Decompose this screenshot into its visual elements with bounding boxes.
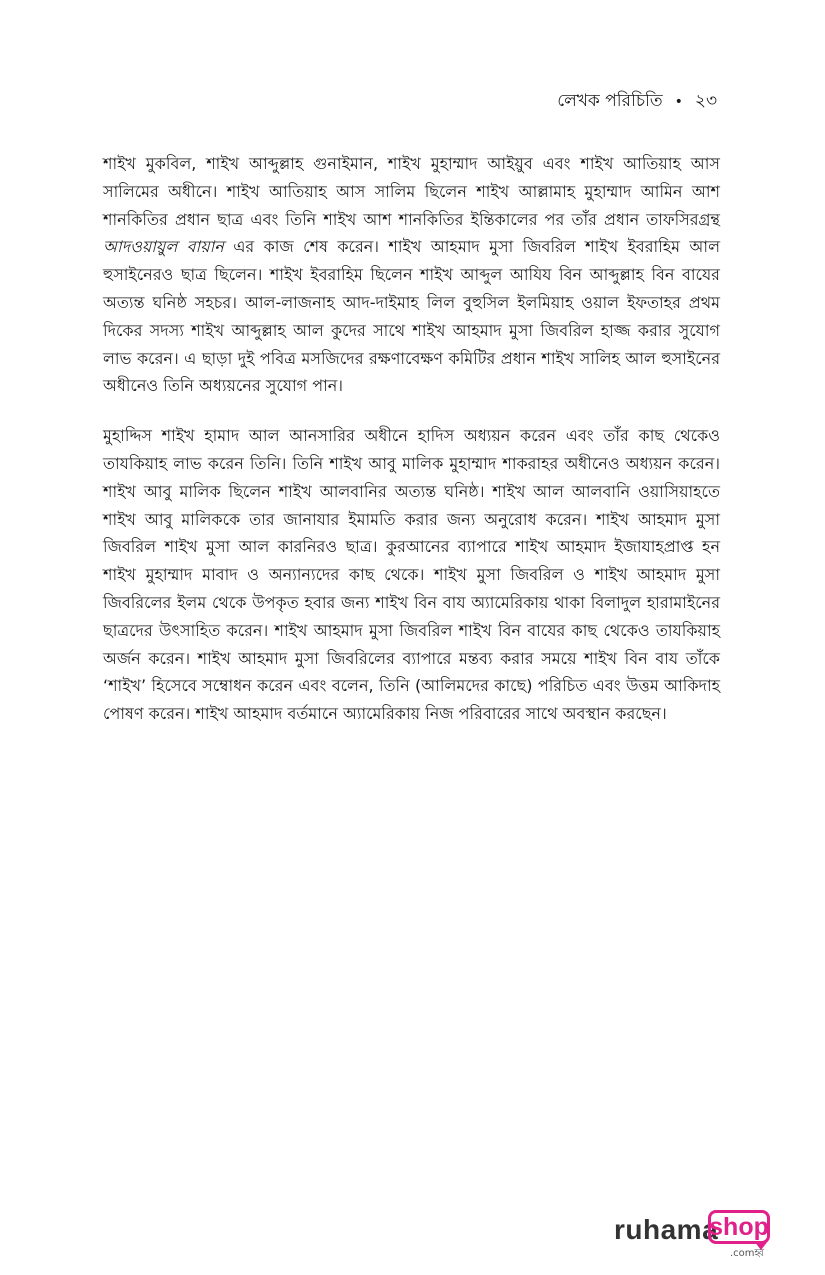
page-number: ২৩ [694,91,717,111]
paragraph-2: মুহাদ্দিস শাইখ হামাদ আল আনসারির অধীনে হাদিস অধ্যয়ন করেন এবং তাঁর কাছ থেকেও তাযকিয়াহ লাভ করেন তিনি। তিনি শাইখ আবু মালিক মুহাম্মাদ শাকরাহর অধীনেও অধ্যয়ন করেন। শাইখ আবু মালিক ছিলেন শাইখ আলবানির অত্যন্ত ঘনিষ্ঠ। শাইখ আল আলবানি ওয়াসিয়াহতে শাইখ আবু মালিককে তার জানাযার ইমামতি করার জন্য অনুরোধ করেন। শাইখ আহমাদ মুসা জিবরিল শাইখ মুসা আল কারনিরও ছাত্র। কুরআনের ব্যাপারে শাইখ আহমাদ ইজাযাহপ্রাপ্ত হন শাইখ মুহাম্মাদ মাবাদ ও অন্যান্যদের কাছ থেকে। শাইখ মুসা জিবরিল ও শাইখ আহমাদ মুসা জিবরিলের ইলম থেকে উপকৃত হবার জন্য শাইখ বিন বায অ্যামেরিকায় থাকা বিলাদুল হারামাইনের ছাত্রদের উৎসাহিত করেন। শাইখ আহমাদ মুসা জিবরিল শাইখ বিন বাযের কাছ থেকেও তাযকিয়াহ অর্জন করেন। শাইখ আহমাদ মুসা জিবরিলের ব্যাপারে মন্তব্য করার সময়ে শাইখ বিন বায তাঁকে ‘শাইখ’ হিসেবে সম্বোধন করেন এবং বলেন, তিনি (আলিমদের কাছে) পরিচিত এবং উত্তম আকিদাহ পোষণ করেন। শাইখ আহমাদ বর্তমানে অ্যামেরিকায় নিজ পরিবারের সাথে অবস্থান করছেন। [103,426,720,724]
logo-brand-dark: ruhama [614,1214,719,1245]
paragraph-1-part-b: এর কাজ শেষ করেন। শাইখ আহমাদ মুসা জিবরিল শাইখ ইবরাহিম আল হুসাইনেরও ছাত্র ছিলেন। শাইখ ইবরাহিম ছিলেন শাইখ আব্দুল আযিয বিন আব্দুল্লাহ বিন বাযের অত্যন্ত ঘনিষ্ঠ সহচর। আল-লাজনাহ আদ-দাইমাহ লিল বুহুসিল ইলমিয়াহ ওয়াল ইফতাহর প্রথম দিকের সদস্য শাইখ আব্দুল্লাহ আল কুদের সাথে শাইখ আহমাদ মুসা জিবরিল হাজ্জ করার সুযোগ লাভ করেন। এ ছাড়া দুই পবিত্র মসজিদের রক্ষণাবেক্ষণ কমিটির প্রধান শাইখ সালিহ আল হুসাইনের অধীনেও তিনি অধ্যয়নের সুযোগ পান। [103,237,720,396]
logo-brand-accent: shop [709,1212,769,1241]
header-bullet: • [674,94,683,110]
logo-domain: .comহ্ব [730,1248,764,1259]
book-title-italic: আদওয়ায়ুল বায়ান [103,237,224,257]
ruhamashop-logo [614,1210,779,1258]
logo-shop-badge [708,1210,770,1244]
paragraph-1 [103,150,720,400]
running-header [557,88,717,116]
paragraph-1-part-a: শাইখ মুকবিল, শাইখ আব্দুল্লাহ গুনাইমান, শাইখ মুহাম্মাদ আইয়ুব এবং শাইখ আতিয়াহ আস সালিমের অধীনে। শাইখ আতিয়াহ আস সালিম ছিলেন শাইখ আল্লামাহ মুহাম্মাদ আমিন আশ শানকিতির প্রধান ছাত্র এবং তিনি শাইখ আশ শানকিতির ইন্তিকালের পর তাঁর প্রধান তাফসিরগ্রন্থ [103,154,720,229]
section-title: লেখক পরিচিতি [557,91,663,111]
body-text [103,150,720,750]
